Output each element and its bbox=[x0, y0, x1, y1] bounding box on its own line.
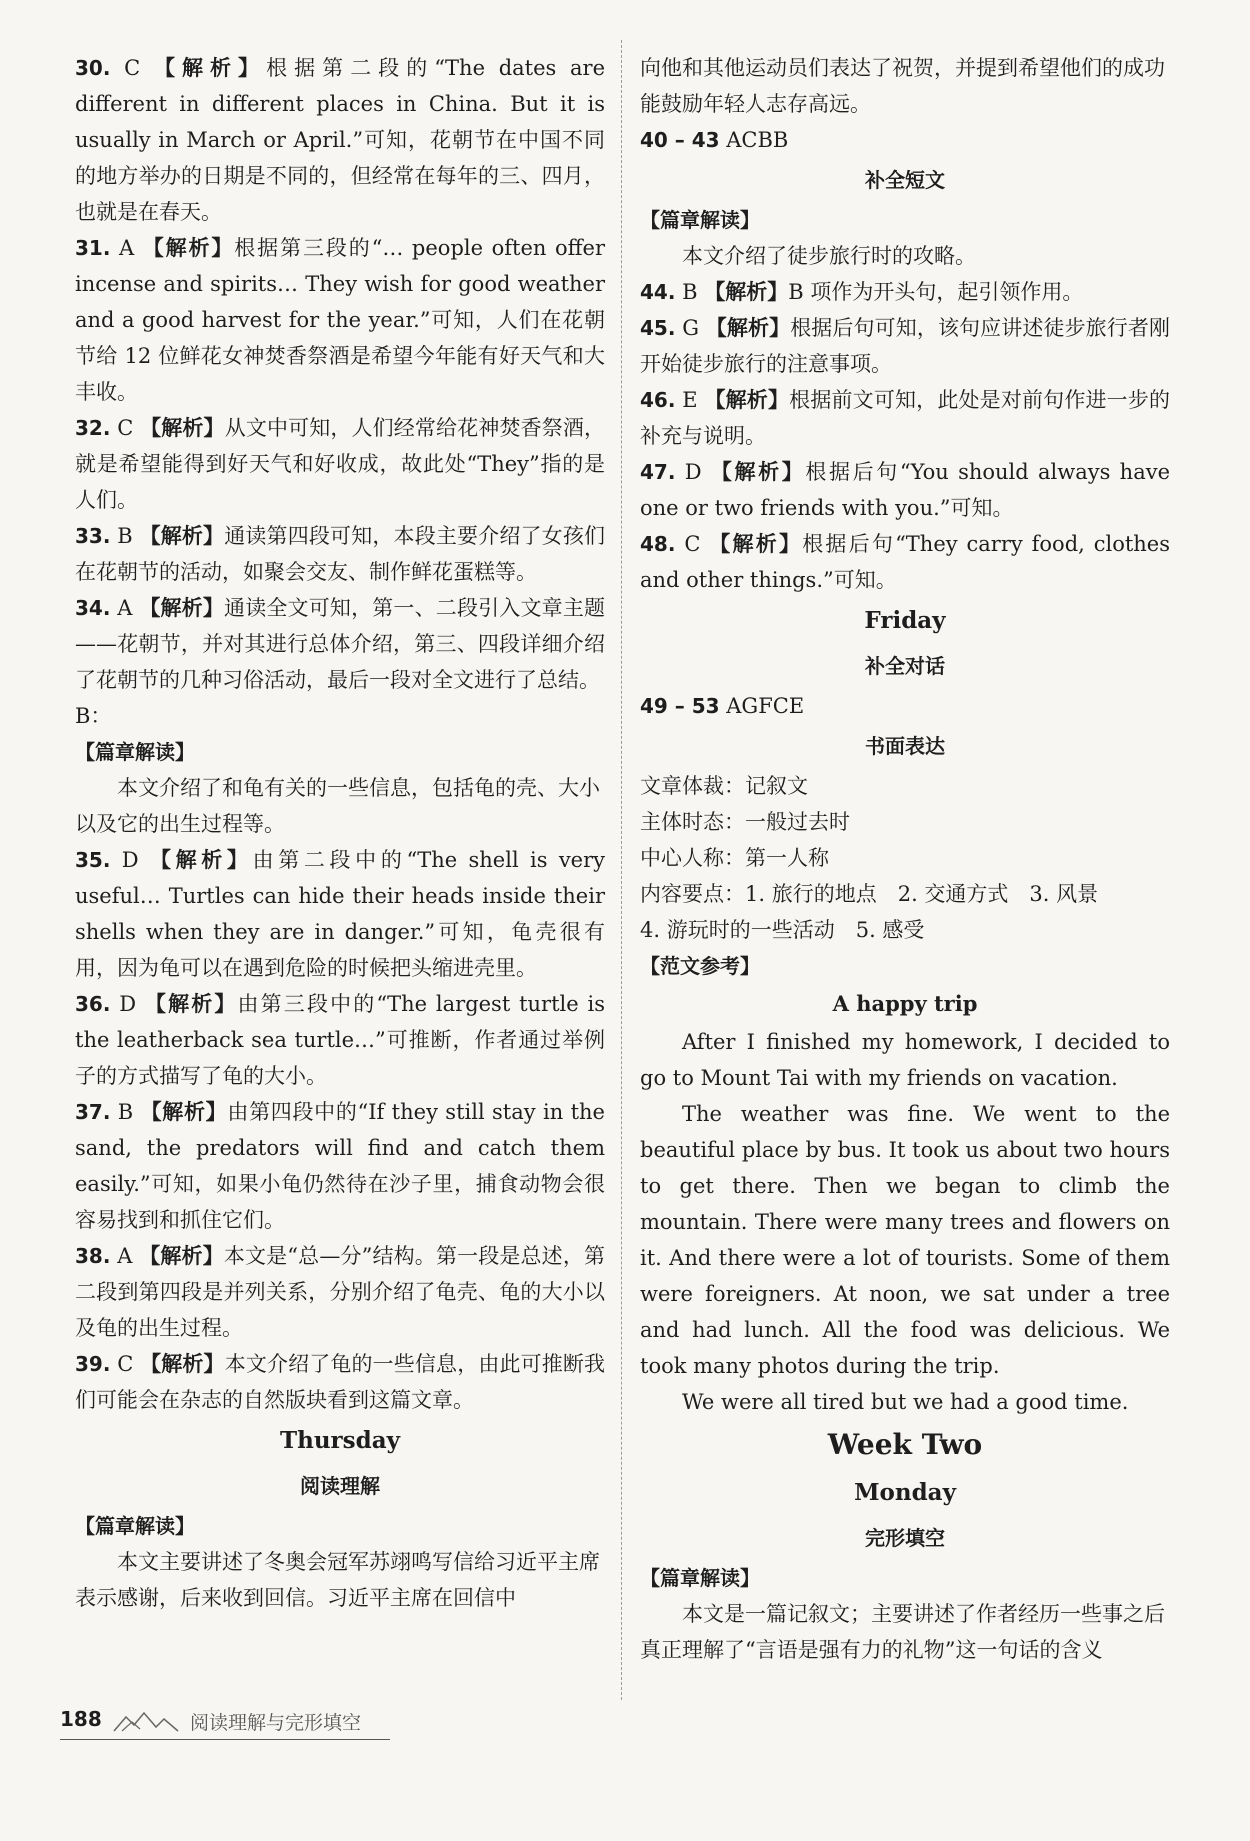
right-column bbox=[640, 50, 1170, 1668]
passage-analysis-label: 【篇章解读】 bbox=[75, 1514, 195, 1538]
answer-44: 44. B 【解析】B 项作为开头句，起引领作用。 bbox=[640, 280, 1084, 304]
answer-31: 31. A 【解析】根据第三段的“… people often offer incense and spirits… They wish for good weather and a good harvest for the year.”可知，人们在花朝节给 12 位鲜花女神焚香祭酒是希望今年能有好天气和大丰收。 bbox=[75, 236, 605, 404]
section-heading-cloze: 完形填空 bbox=[865, 1526, 945, 1550]
passage-summary: 本文介绍了和龟有关的一些信息，包括龟的壳、大小以及它的出生过程等。 bbox=[75, 776, 600, 836]
answer-40-43: 40 – 43 ACBB bbox=[640, 128, 789, 152]
section-heading-complete-passage: 补全短文 bbox=[865, 168, 945, 192]
answer-49-53: 49 – 53 AGFCE bbox=[640, 694, 805, 718]
writing-points-continued: 4. 游玩时的一些活动 5. 感受 bbox=[640, 918, 925, 942]
passage-analysis-label: 【篇章解读】 bbox=[75, 740, 195, 764]
writing-genre: 文章体裁：记叙文 bbox=[640, 774, 808, 798]
passage-summary-continued: 向他和其他运动员们表达了祝贺，并提到希望他们的成功能鼓励年轻人志存高远。 bbox=[640, 56, 1165, 116]
section-heading-writing: 书面表达 bbox=[865, 734, 945, 758]
answer-37: 37. B 【解析】由第四段中的“If they still stay in the sand, the predators will find and catch them easily.”可知，如果小龟仍然待在沙子里，捕食动物会很容易找到和抓住它们。 bbox=[75, 1100, 605, 1232]
answer-48: 48. C 【解析】根据后句“They carry food, clothes and other things.”可知。 bbox=[640, 532, 1170, 592]
section-heading-reading: 阅读理解 bbox=[300, 1474, 380, 1498]
passage-summary: 本文介绍了徒步旅行时的攻略。 bbox=[682, 244, 976, 268]
day-heading-monday: Monday bbox=[854, 1479, 956, 1506]
passage-analysis-label: 【篇章解读】 bbox=[640, 1566, 760, 1590]
footer-rule bbox=[60, 1739, 390, 1740]
sample-essay bbox=[640, 1024, 1170, 1420]
essay-title: A happy trip bbox=[832, 991, 978, 1016]
answer-36: 36. D 【解析】由第三段中的“The largest turtle is the leatherback sea turtle…”可推断，作者通过举例子的方式描写了龟的大小。 bbox=[75, 992, 605, 1088]
answer-45: 45. G 【解析】根据后句可知，该句应讲述徒步旅行者刚开始徒步旅行的注意事项。 bbox=[640, 316, 1170, 376]
answer-33: 33. B 【解析】通读第四段可知，本段主要介绍了女孩们在花朝节的活动，如聚会交友、制作鲜花蛋糕等。 bbox=[75, 524, 606, 584]
writing-tense: 主体时态：一般过去时 bbox=[640, 810, 850, 834]
day-heading-thursday: Thursday bbox=[280, 1427, 400, 1454]
sample-essay-label: 【范文参考】 bbox=[640, 954, 760, 978]
book-title: 阅读理解与完形填空 bbox=[190, 1712, 362, 1734]
passage-summary: 本文是一篇记叙文；主要讲述了作者经历一些事之后真正理解了“言语是强有力的礼物”这一句话的含义 bbox=[640, 1602, 1165, 1662]
section-heading-complete-dialogue: 补全对话 bbox=[865, 654, 945, 678]
left-column bbox=[75, 50, 605, 1616]
answer-38: 38. A 【解析】本文是“总—分”结构。第一段是总述，第二段到第四段是并列关系，分别介绍了龟壳、龟的大小以及龟的出生过程。 bbox=[75, 1244, 605, 1340]
page-number: 188 bbox=[60, 1707, 102, 1731]
writing-person: 中心人称：第一人称 bbox=[640, 846, 829, 870]
column-divider bbox=[621, 40, 622, 1700]
answer-34: 34. A 【解析】通读全文可知，第一、二段引入文章主题——花朝节，并对其进行总体介绍，第三、四段详细介绍了花朝节的几种习俗活动，最后一段对全文进行了总结。 bbox=[75, 596, 605, 692]
passage-summary: 本文主要讲述了冬奥会冠军苏翊鸣写信给习近平主席表示感谢，后来收到回信。习近平主席在回信中 bbox=[75, 1550, 600, 1610]
essay-paragraph: After I finished my homework, I decided to go to Mount Tai with my friends on vacation. bbox=[640, 1030, 1170, 1090]
day-heading-friday: Friday bbox=[864, 607, 946, 634]
passage-analysis-label: 【篇章解读】 bbox=[640, 208, 760, 232]
answer-30: 30. C 【解析】根据第二段的“The dates are different in different places in China. But it is usually in March or April.”可知，花朝节在中国不同的地方举办的日期是不同的，但经常在每年的三、四月，也就是在春天。 bbox=[75, 56, 606, 224]
answer-32: 32. C 【解析】从文中可知，人们经常给花神焚香祭酒，就是希望能得到好天气和好收成，故此处“They”指的是人们。 bbox=[75, 416, 606, 512]
answer-39: 39. C 【解析】本文介绍了龟的一些信息，由此可推断我们可能会在杂志的自然版块看到这篇文章。 bbox=[75, 1352, 606, 1412]
answer-46: 46. E 【解析】根据前文可知，此处是对前句作进一步的补充与说明。 bbox=[640, 388, 1171, 448]
page-footer bbox=[60, 1705, 410, 1741]
section-b-label: B： bbox=[75, 704, 112, 728]
answer-47: 47. D 【解析】根据后句“You should always have one or two friends with you.”可知。 bbox=[640, 460, 1171, 520]
week-heading: Week Two bbox=[827, 1428, 983, 1461]
answer-35: 35. D 【解析】由第二段中的“The shell is very useful… Turtles can hide their heads inside their shells when they are in danger.”可知，龟壳很有用，因为龟可以在遇到危险的时候把头缩进壳里。 bbox=[75, 848, 606, 980]
mountain-icon bbox=[112, 1709, 182, 1735]
essay-paragraph: We were all tired but we had a good time. bbox=[682, 1390, 1129, 1414]
essay-paragraph: The weather was fine. We went to the beautiful place by bus. It took us about two hours to get there. Then we began to climb the mountain. There were many trees and flowers on it. And there were a lot of tourists. Some of them were foreigners. At noon, we sat under a tree and had lunch. All the food was delicious. We took many photos during the trip. bbox=[640, 1102, 1170, 1378]
writing-points: 内容要点：1. 旅行的地点 2. 交通方式 3. 风景 bbox=[640, 882, 1099, 906]
